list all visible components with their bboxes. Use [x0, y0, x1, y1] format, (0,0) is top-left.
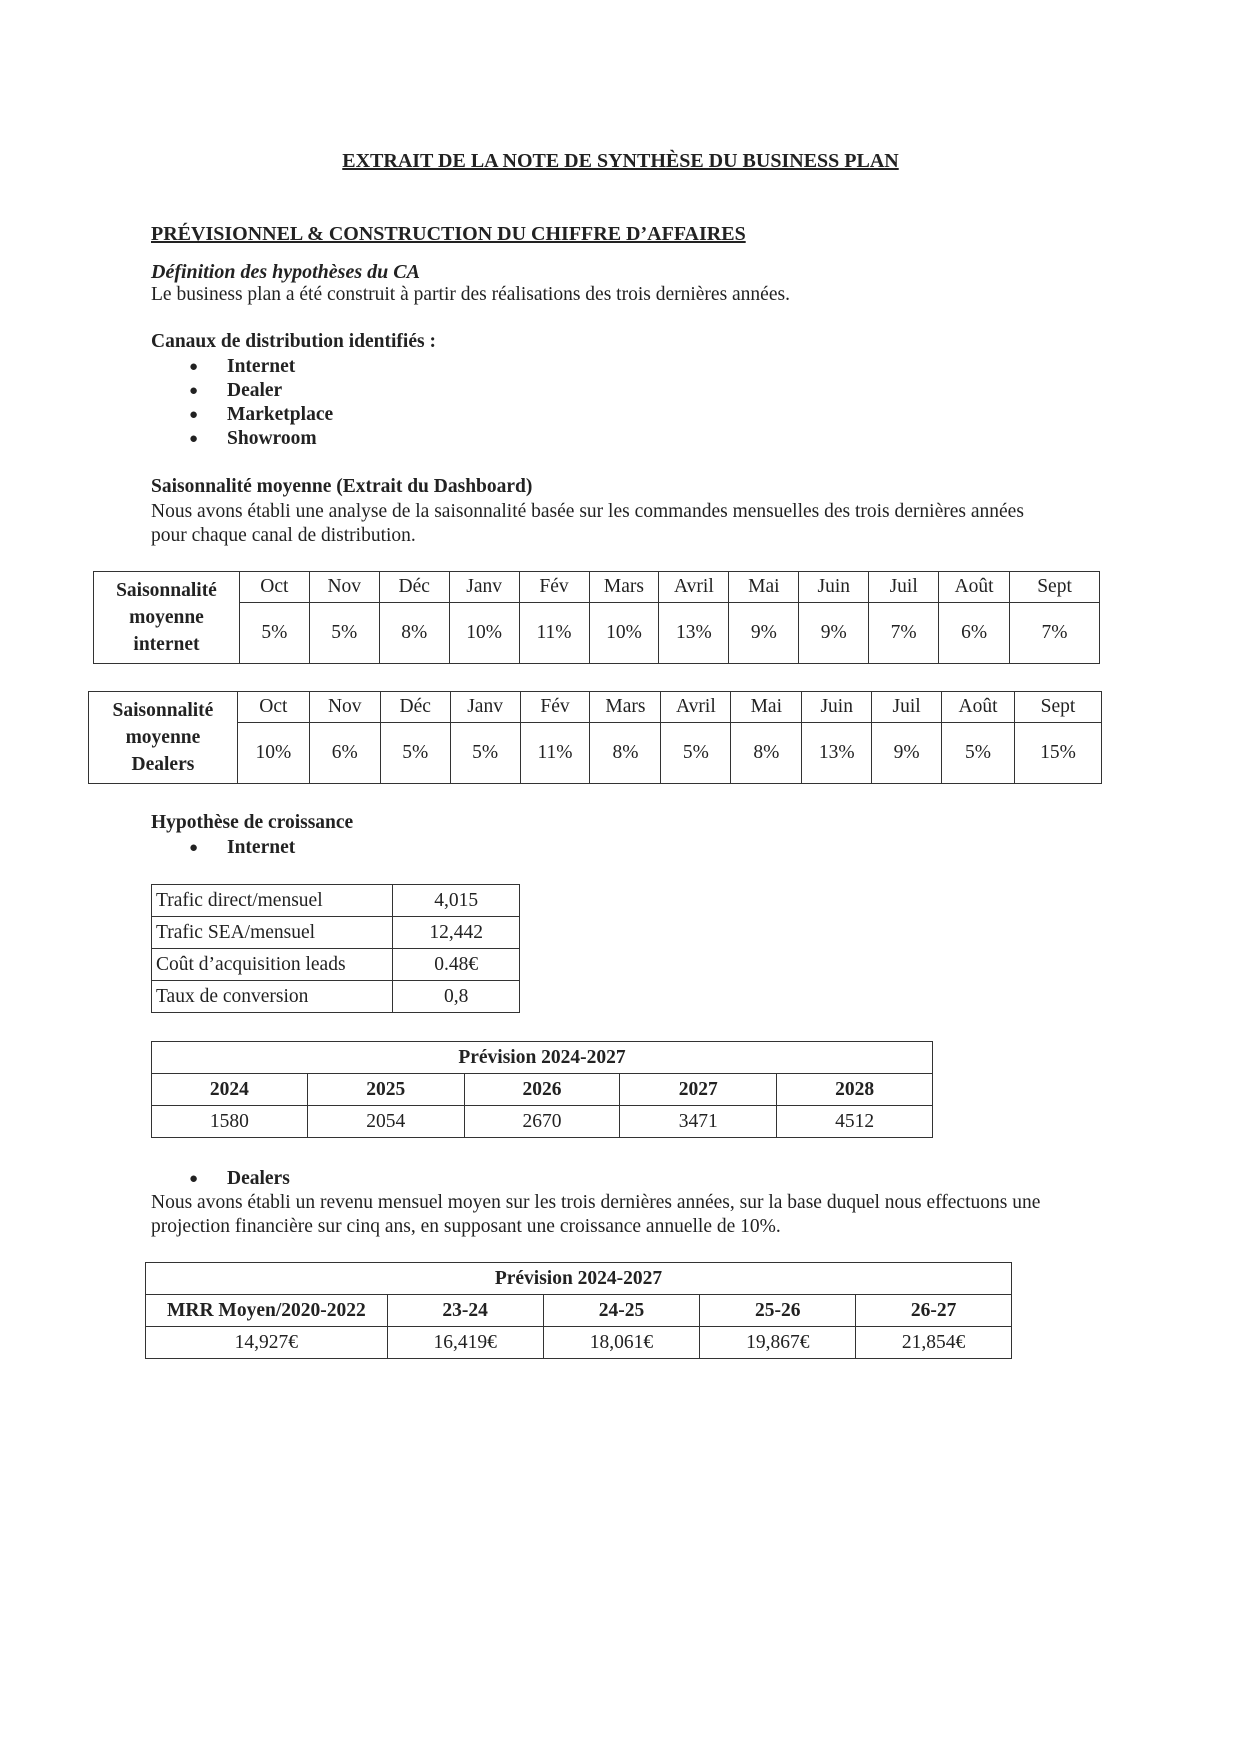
- table-cell: 8%: [379, 603, 449, 664]
- table-cell: 14,927€: [146, 1327, 388, 1359]
- table-row: [152, 949, 520, 981]
- table-cell: 21,854€: [856, 1327, 1012, 1359]
- month-header: Fév: [519, 572, 589, 603]
- table-cell: 1580: [152, 1106, 308, 1138]
- year-header: 2028: [777, 1074, 933, 1106]
- row-label: Saisonnalité moyenne Dealers: [89, 692, 238, 784]
- kpi-label: Trafic SEA/mensuel: [152, 917, 393, 949]
- table-cell: 9%: [729, 603, 799, 664]
- year-header: 2025: [307, 1074, 464, 1106]
- seasonality-text-line-2: pour chaque canal de distribution.: [151, 525, 416, 546]
- table-cell: 5%: [309, 603, 379, 664]
- table-cell: 7%: [869, 603, 939, 664]
- list-item: ● Internet: [151, 836, 295, 860]
- table-cell: 5%: [450, 723, 520, 784]
- seasonality-heading: Saisonnalité moyenne (Extrait du Dashboard): [151, 476, 533, 497]
- table-row: [152, 1106, 933, 1138]
- kpi-value: 0,8: [393, 981, 520, 1013]
- table-cell: 5%: [239, 603, 309, 664]
- channels-list: [151, 355, 333, 451]
- table-row: [94, 572, 1100, 603]
- month-header: Nov: [309, 692, 380, 723]
- table-cell: 7%: [1010, 603, 1100, 664]
- table-cell: 8%: [731, 723, 802, 784]
- table-cell: 6%: [309, 723, 380, 784]
- month-header: Avril: [661, 692, 731, 723]
- table-cell: 4512: [777, 1106, 933, 1138]
- list-item: ● Dealers: [151, 1167, 290, 1191]
- period-header: MRR Moyen/2020-2022: [146, 1295, 388, 1327]
- month-header: Mai: [729, 572, 799, 603]
- month-header: Août: [939, 572, 1010, 603]
- month-header: Juin: [802, 692, 872, 723]
- table-cell: 19,867€: [700, 1327, 856, 1359]
- table-cell: 6%: [939, 603, 1010, 664]
- month-header: Mai: [731, 692, 802, 723]
- growth-heading: Hypothèse de croissance: [151, 812, 354, 833]
- table-row: [146, 1263, 1012, 1295]
- seasonality-internet-table: [93, 571, 1100, 664]
- year-header: 2026: [464, 1074, 620, 1106]
- seasonality-text-line-1: Nous avons établi une analyse de la saisonnalité basée sur les commandes mensuelles des trois dernières années: [151, 501, 1024, 522]
- month-header: Mars: [589, 572, 659, 603]
- month-header: Juil: [872, 692, 942, 723]
- list-item: ● Dealer: [151, 379, 333, 403]
- period-header: 24-25: [543, 1295, 700, 1327]
- month-header: Janv: [450, 692, 520, 723]
- year-header: 2024: [152, 1074, 308, 1106]
- kpi-label: Taux de conversion: [152, 981, 393, 1013]
- table-row: [152, 981, 520, 1013]
- dealers-text-line-2: projection financière sur cinq ans, en supposant une croissance annuelle de 10%.: [151, 1216, 781, 1237]
- month-header: Mars: [590, 692, 661, 723]
- table-cell: 18,061€: [543, 1327, 700, 1359]
- year-header: 2027: [620, 1074, 777, 1106]
- dealers-text-line-1: Nous avons établi un revenu mensuel moyen sur les trois dernières années, sur la base duquel nous effectuons une: [151, 1192, 1041, 1213]
- table-cell: 5%: [380, 723, 450, 784]
- table-cell: 13%: [802, 723, 872, 784]
- table-cell: 2054: [307, 1106, 464, 1138]
- table-cell: 10%: [589, 603, 659, 664]
- month-header: Nov: [309, 572, 379, 603]
- month-header: Juil: [869, 572, 939, 603]
- month-header: Fév: [520, 692, 590, 723]
- internet-kpi-table: [151, 884, 520, 1013]
- month-header: Oct: [239, 572, 309, 603]
- table-cell: 13%: [659, 603, 729, 664]
- row-label: Saisonnalité moyenne internet: [94, 572, 240, 664]
- list-item: ● Showroom: [151, 427, 333, 451]
- table-cell: 5%: [661, 723, 731, 784]
- month-header: Sept: [1010, 572, 1100, 603]
- channels-heading: Canaux de distribution identifiés :: [151, 331, 436, 352]
- kpi-label: Coût d’acquisition leads: [152, 949, 393, 981]
- growth-internet-bullet-list: [151, 836, 295, 860]
- table-row: [152, 885, 520, 917]
- table-row: [152, 917, 520, 949]
- table-cell: 15%: [1015, 723, 1102, 784]
- month-header: Déc: [380, 692, 450, 723]
- table-row: [89, 723, 1102, 784]
- month-header: Août: [942, 692, 1015, 723]
- forecast-title: Prévision 2024-2027: [152, 1042, 933, 1074]
- seasonality-dealers-table: [88, 691, 1102, 784]
- forecast-title: Prévision 2024-2027: [146, 1263, 1012, 1295]
- month-header: Avril: [659, 572, 729, 603]
- document-title: EXTRAIT DE LA NOTE DE SYNTHÈSE DU BUSINESS PLAN: [342, 150, 899, 172]
- table-cell: 2670: [464, 1106, 620, 1138]
- table-cell: 5%: [942, 723, 1015, 784]
- dealers-forecast-table: [145, 1262, 1012, 1359]
- table-row: [89, 692, 1102, 723]
- table-row: [146, 1327, 1012, 1359]
- internet-forecast-table: [151, 1041, 933, 1138]
- section-title: PRÉVISIONNEL & CONSTRUCTION DU CHIFFRE D’AFFAIRES: [151, 223, 746, 245]
- period-header: 26-27: [856, 1295, 1012, 1327]
- period-header: 23-24: [387, 1295, 543, 1327]
- table-cell: 3471: [620, 1106, 777, 1138]
- month-header: Janv: [449, 572, 519, 603]
- hypotheses-text: Le business plan a été construit à partir des réalisations des trois dernières années.: [151, 284, 790, 305]
- kpi-value: 12,442: [393, 917, 520, 949]
- table-cell: 9%: [872, 723, 942, 784]
- month-header: Déc: [379, 572, 449, 603]
- table-row: [94, 603, 1100, 664]
- hypotheses-heading: Définition des hypothèses du CA: [151, 261, 420, 283]
- table-cell: 9%: [799, 603, 869, 664]
- period-header: 25-26: [700, 1295, 856, 1327]
- month-header: Sept: [1015, 692, 1102, 723]
- table-row: [152, 1074, 933, 1106]
- month-header: Oct: [237, 692, 309, 723]
- kpi-label: Trafic direct/mensuel: [152, 885, 393, 917]
- list-item: ● Marketplace: [151, 403, 333, 427]
- table-row: [146, 1295, 1012, 1327]
- growth-dealers-bullet-list: [151, 1167, 290, 1191]
- table-row: [152, 1042, 933, 1074]
- table-cell: 8%: [590, 723, 661, 784]
- list-item: ● Internet: [151, 355, 333, 379]
- table-cell: 10%: [237, 723, 309, 784]
- kpi-value: 0.48€: [393, 949, 520, 981]
- table-cell: 11%: [519, 603, 589, 664]
- month-header: Juin: [799, 572, 869, 603]
- table-cell: 16,419€: [387, 1327, 543, 1359]
- table-cell: 10%: [449, 603, 519, 664]
- kpi-value: 4,015: [393, 885, 520, 917]
- table-cell: 11%: [520, 723, 590, 784]
